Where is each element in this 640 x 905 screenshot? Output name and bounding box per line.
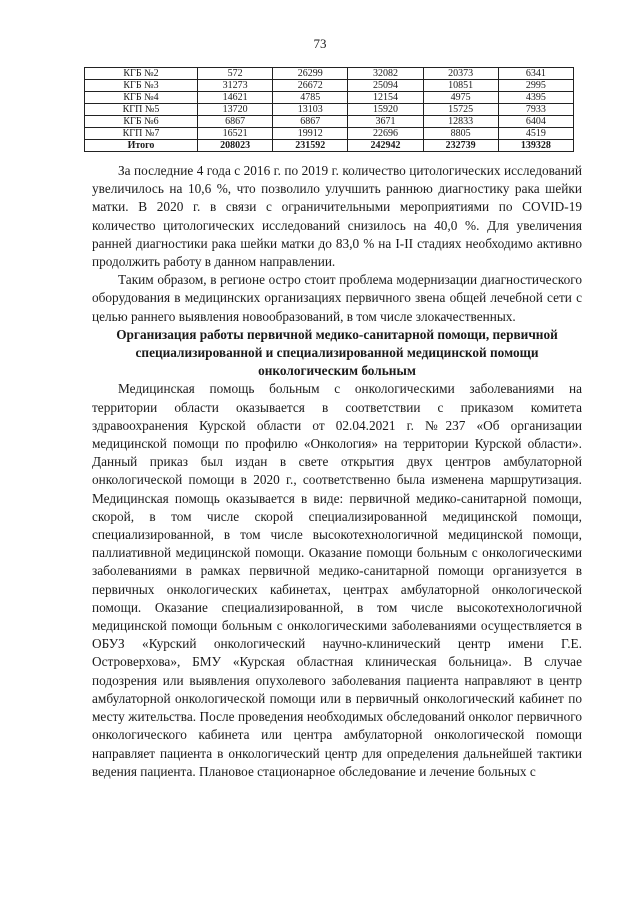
- table-cell-value: 3671: [348, 116, 423, 128]
- table-row: [85, 68, 574, 80]
- table-cell-value: 4519: [498, 128, 573, 140]
- table-cell-name: Итого: [85, 140, 198, 152]
- table-cell-value: 2995: [498, 80, 573, 92]
- table-cell-value: 208023: [198, 140, 273, 152]
- table-cell-value: 26672: [273, 80, 348, 92]
- table-cell-value: 12154: [348, 92, 423, 104]
- table-cell-value: 4785: [273, 92, 348, 104]
- body-text: [92, 162, 582, 781]
- table-total-row: [85, 140, 574, 152]
- table-cell-value: 15920: [348, 104, 423, 116]
- table-cell-value: 19912: [273, 128, 348, 140]
- table-cell-value: 31273: [198, 80, 273, 92]
- paragraph-conclusion: Таким образом, в регионе остро стоит проблема модернизации диагностического оборудования в медицинских организациях первичного звена общей лечебной сети с целью раннего выявления новообразований, в том числе злокачественных.: [92, 272, 582, 324]
- table-cell-value: 12833: [423, 116, 498, 128]
- table-cell-value: 4975: [423, 92, 498, 104]
- table-row: [85, 92, 574, 104]
- paragraph-medical-care: Медицинская помощь больным с онкологическими заболеваниями на территории области оказывается в соответствии с приказом комитета здравоохранения Курской области от 02.04.2021 г. №237 «Об организации медицинской помощи по профилю «Онкология» на территории Курской области». Данный приказ был издан в свете открытия двух центров амбулаторной онкологической помощи в 2020 г., соответственно была изменена маршрутизация. Медицинская помощь оказывается в виде: первичной медико-санитарной помощи, скорой, в том числе скорой специализированной медицинской помощи, специализированной, в том числе высокотехнологичной медицинской помощи, паллиативной медицинской помощи. Оказание помощи больным с онкологическими заболеваниями в рамках первичной медико-санитарной помощи организуется в первичных онкологических кабинетах, центрах амбулаторной онкологической помощи. Оказание специализированной, в том числе высокотехнологичной медицинской помощи больным с онкологическими заболеваниями осуществляется в ОБУЗ «Курский онкологический научно-клинический центр имени Г.Е. Островерхова», БМУ «Курская областная клиническая больница». В случае подозрения или выявления опухолевого заболевания пациента направляют в центр амбулаторной онкологической помощи или в первичный онкологический кабинет по месту жительства. После проведения необходимых обследований онколог первичного онкологического кабинета или центра амбулаторной онкологической помощи направляет пациента в онкологический центр для определения дальнейшей тактики ведения пациента. Плановое стационарное обследование и лечение больных с: [92, 381, 582, 779]
- table-cell-value: 15725: [423, 104, 498, 116]
- table-cell-value: 6867: [198, 116, 273, 128]
- table-row: [85, 128, 574, 140]
- table-cell-value: 22696: [348, 128, 423, 140]
- table-cell-value: 7933: [498, 104, 573, 116]
- table-cell-value: 13720: [198, 104, 273, 116]
- statistics-table: [84, 67, 574, 152]
- table-cell-value: 8805: [423, 128, 498, 140]
- table-cell-value: 6867: [273, 116, 348, 128]
- table-cell-value: 242942: [348, 140, 423, 152]
- table-cell-value: 6404: [498, 116, 573, 128]
- table-cell-value: 20373: [423, 68, 498, 80]
- table-cell-value: 139328: [498, 140, 573, 152]
- table-cell-value: 4395: [498, 92, 573, 104]
- table-cell-name: КГП №7: [85, 128, 198, 140]
- table-row: [85, 104, 574, 116]
- table-cell-value: 572: [198, 68, 273, 80]
- table-cell-value: 25094: [348, 80, 423, 92]
- table-row: [85, 116, 574, 128]
- section-heading: Организация работы первичной медико-санитарной помощи, первичной специализированной и специализированной медицинской помощи онкологическим больным: [116, 326, 558, 379]
- paragraph-cytology: За последние 4 года с 2016 г. по 2019 г. количество цитологических исследований увеличилось на 10,6 %, что позволило улучшить раннюю диагностику рака шейки матки. В 2020 г. в связи с ограничительными мероприятиями по COVID-19 количество цитологических исследований снизилось на 40,0 %. Для увеличения ранней диагностики рака шейки матки до 83,0 % на I-II стадиях необходимо активно продолжить работу в данном направлении.: [92, 163, 582, 270]
- table-cell-name: КГБ №4: [85, 92, 198, 104]
- table-cell-value: 232739: [423, 140, 498, 152]
- table-cell-value: 32082: [348, 68, 423, 80]
- table-cell-value: 231592: [273, 140, 348, 152]
- table-cell-value: 16521: [198, 128, 273, 140]
- table-cell-value: 26299: [273, 68, 348, 80]
- table-row: [85, 80, 574, 92]
- table-cell-value: 6341: [498, 68, 573, 80]
- page-number: 73: [313, 36, 327, 51]
- table-cell-name: КГП №5: [85, 104, 198, 116]
- table-cell-name: КГБ №2: [85, 68, 198, 80]
- table-cell-name: КГБ №6: [85, 116, 198, 128]
- table-cell-name: КГБ №3: [85, 80, 198, 92]
- table-cell-value: 13103: [273, 104, 348, 116]
- table-body: [85, 68, 574, 152]
- table-cell-value: 14621: [198, 92, 273, 104]
- table-cell-value: 10851: [423, 80, 498, 92]
